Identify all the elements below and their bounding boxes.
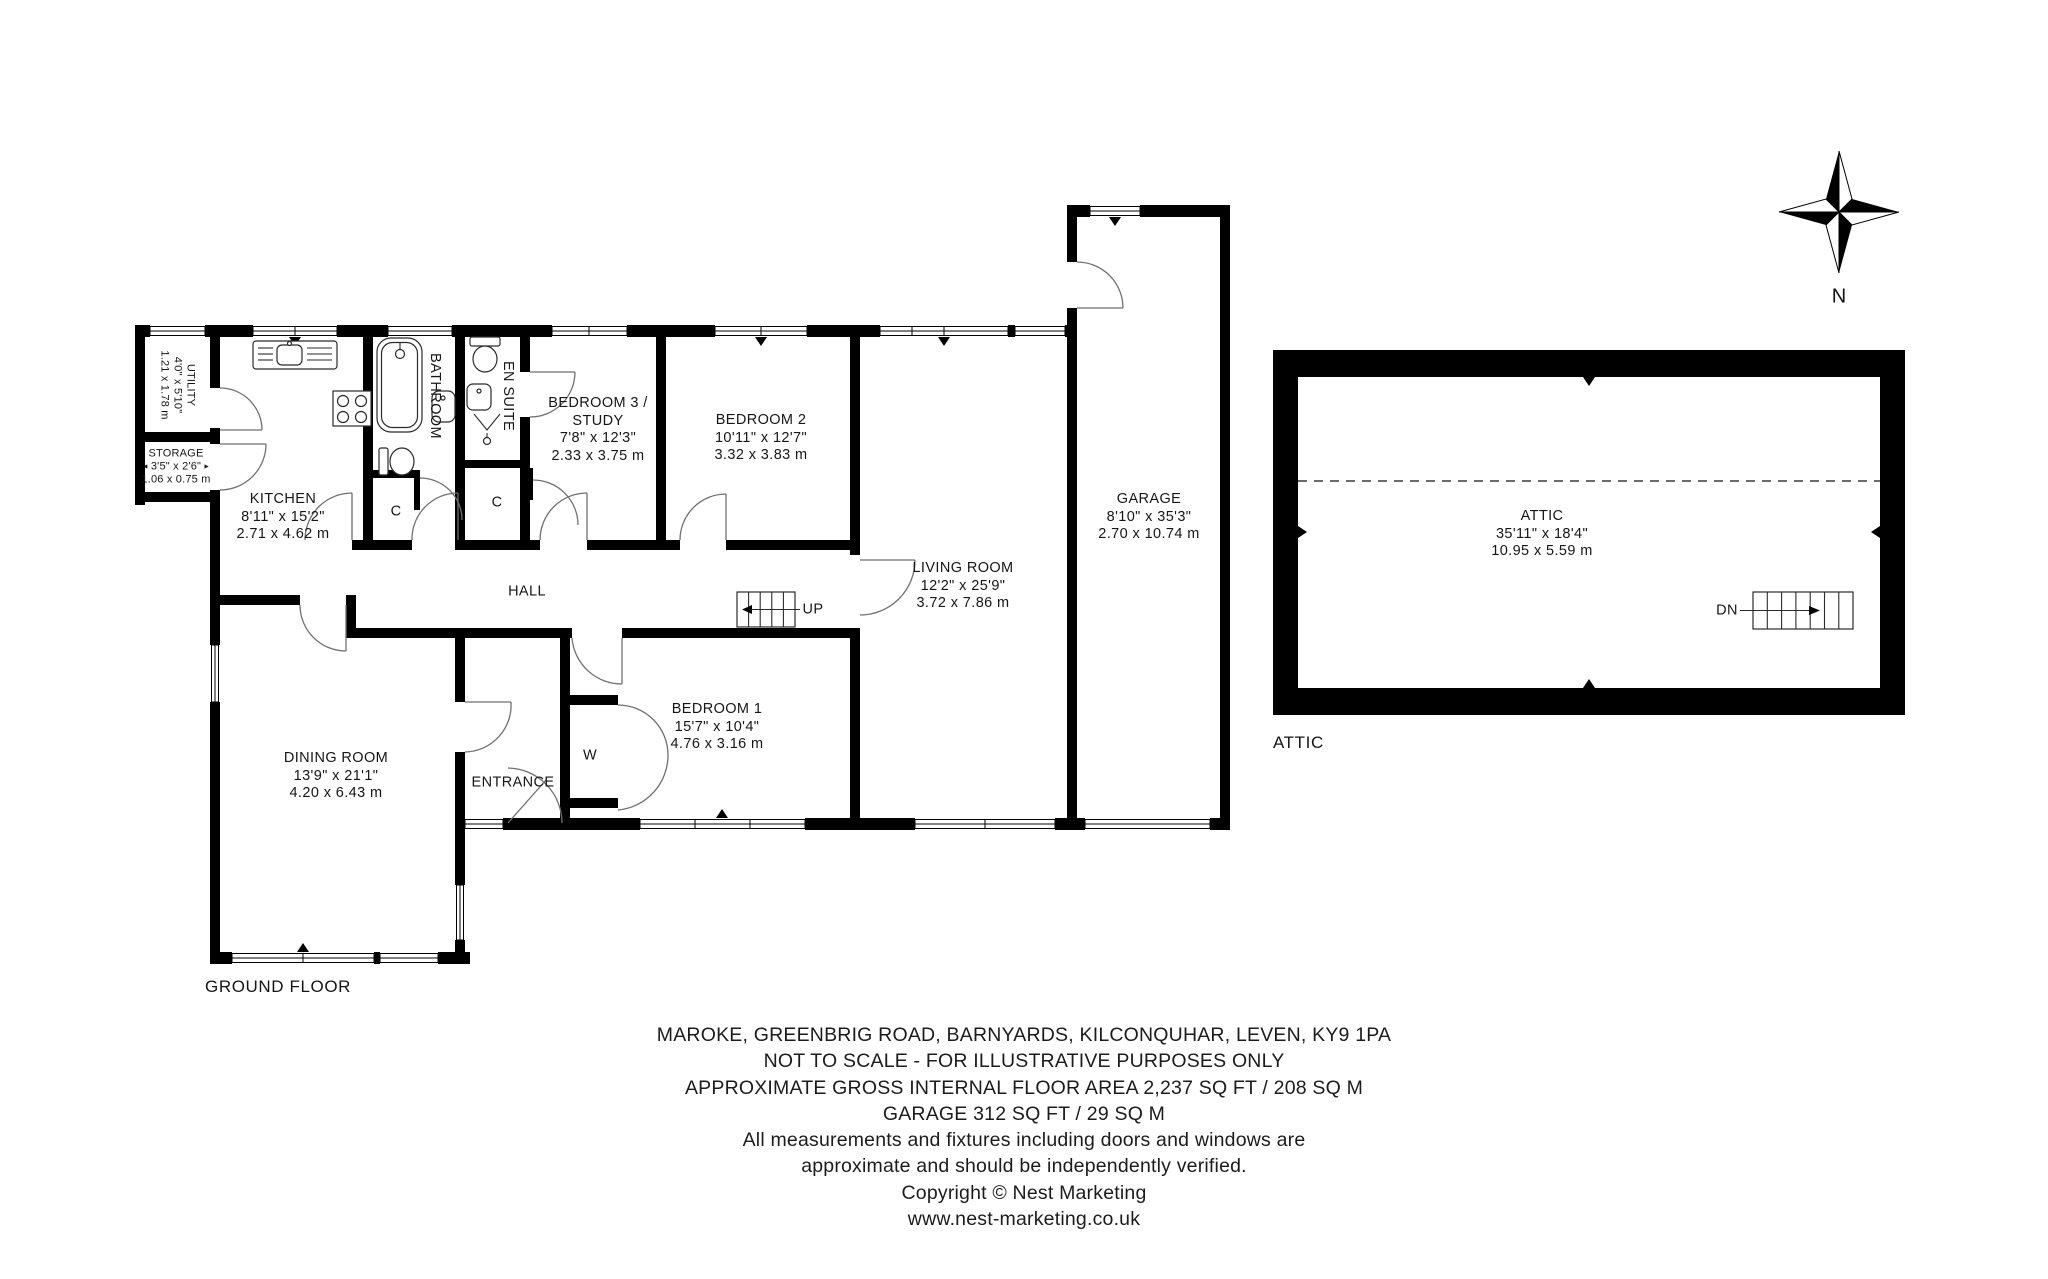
stairs-up-icon [737, 592, 800, 627]
room-label-bedroom2: BEDROOM 2 10'11" x 12'7" 3.32 x 3.83 m [714, 411, 808, 463]
footer-floor-area: APPROXIMATE GROSS INTERNAL FLOOR AREA 2,237 SQ FT / 208 SQ M [684, 1076, 1364, 1099]
footer-measurements-line2: approximate and should be independently verified. [801, 1155, 1247, 1178]
room-label-wardrobe: W [582, 747, 598, 764]
stairs-down-label: DN [1716, 602, 1738, 619]
room-label-closet-2: C [491, 494, 503, 511]
footer-copyright: Copyright © Nest Marketing [901, 1181, 1147, 1204]
bathtub-icon [377, 338, 422, 432]
dimension-arrow-right-icon: ► [203, 463, 211, 471]
room-label-entrance: ENTRANCE [471, 774, 555, 791]
footer-garage-area: GARAGE 312 SQ FT / 29 SQ M [882, 1102, 1166, 1125]
room-label-attic: ATTIC 35'11" x 18'4" 10.95 x 5.59 m [1491, 507, 1593, 559]
room-label-bathroom: BATHROOM [426, 353, 443, 439]
room-label-garage: GARAGE 8'10" x 35'3" 2.70 x 10.74 m [1098, 490, 1200, 542]
footer-measurements-line1: All measurements and fixtures including doors and windows are [742, 1129, 1306, 1152]
room-label-kitchen: KITCHEN 8'11" x 15'2" 2.71 x 4.62 m [236, 490, 330, 542]
room-label-en-suite: EN SUITE [499, 360, 516, 432]
kitchen-sink-icon [253, 341, 337, 369]
room-label-dining-room: DINING ROOM 13'9" x 21'1" 4.20 x 6.43 m [283, 749, 389, 801]
compass-north-label: N [1831, 285, 1847, 308]
stove-hob-icon [333, 391, 371, 426]
room-label-living-room: LIVING ROOM 12'2" x 25'9" 3.72 x 7.86 m [912, 559, 1014, 611]
ensuite-basin-icon [467, 384, 491, 410]
room-label-storage: STORAGE ◄ 3'5" x 2'6" ► 1.06 x 0.75 m [141, 447, 211, 486]
footer-disclaimer [0, 1022, 2048, 1232]
footer-address: MAROKE, GREENBRIG ROAD, BARNYARDS, KILCONQUHAR, LEVEN, KY9 1PA [656, 1024, 1392, 1046]
attic-caption: ATTIC [1273, 733, 1324, 752]
footer-not-to-scale: NOT TO SCALE - FOR ILLUSTRATIVE PURPOSES ONLY [763, 1050, 1285, 1073]
room-label-closet-1: C [390, 503, 402, 520]
stairs-up-label: UP [802, 601, 824, 618]
ensuite-shower-icon [474, 414, 500, 445]
dimension-arrow-left-icon: ◄ [141, 463, 149, 471]
room-label-utility: UTILITY 4'0" x 5'10" 1.21 x 1.78 m [158, 350, 197, 420]
ensuite-toilet-icon [470, 337, 500, 372]
ground-floor-walls [135, 205, 1230, 964]
stairs-down-icon [1740, 592, 1853, 629]
room-label-bedroom1: BEDROOM 1 15'7" x 10'4" 4.76 x 3.16 m [670, 700, 764, 752]
room-label-bedroom3: BEDROOM 3 / STUDY 7'8" x 12'3" 2.33 x 3.75 m [548, 395, 648, 464]
compass-rose-icon [1779, 151, 1899, 273]
fixtures [253, 337, 1853, 629]
footer-website: www.nest-marketing.co.uk [907, 1208, 1141, 1231]
room-label-hall: HALL [508, 583, 546, 600]
ground-floor-caption: GROUND FLOOR [205, 977, 352, 996]
bathroom-toilet-icon [379, 448, 414, 475]
windows [150, 205, 1210, 964]
